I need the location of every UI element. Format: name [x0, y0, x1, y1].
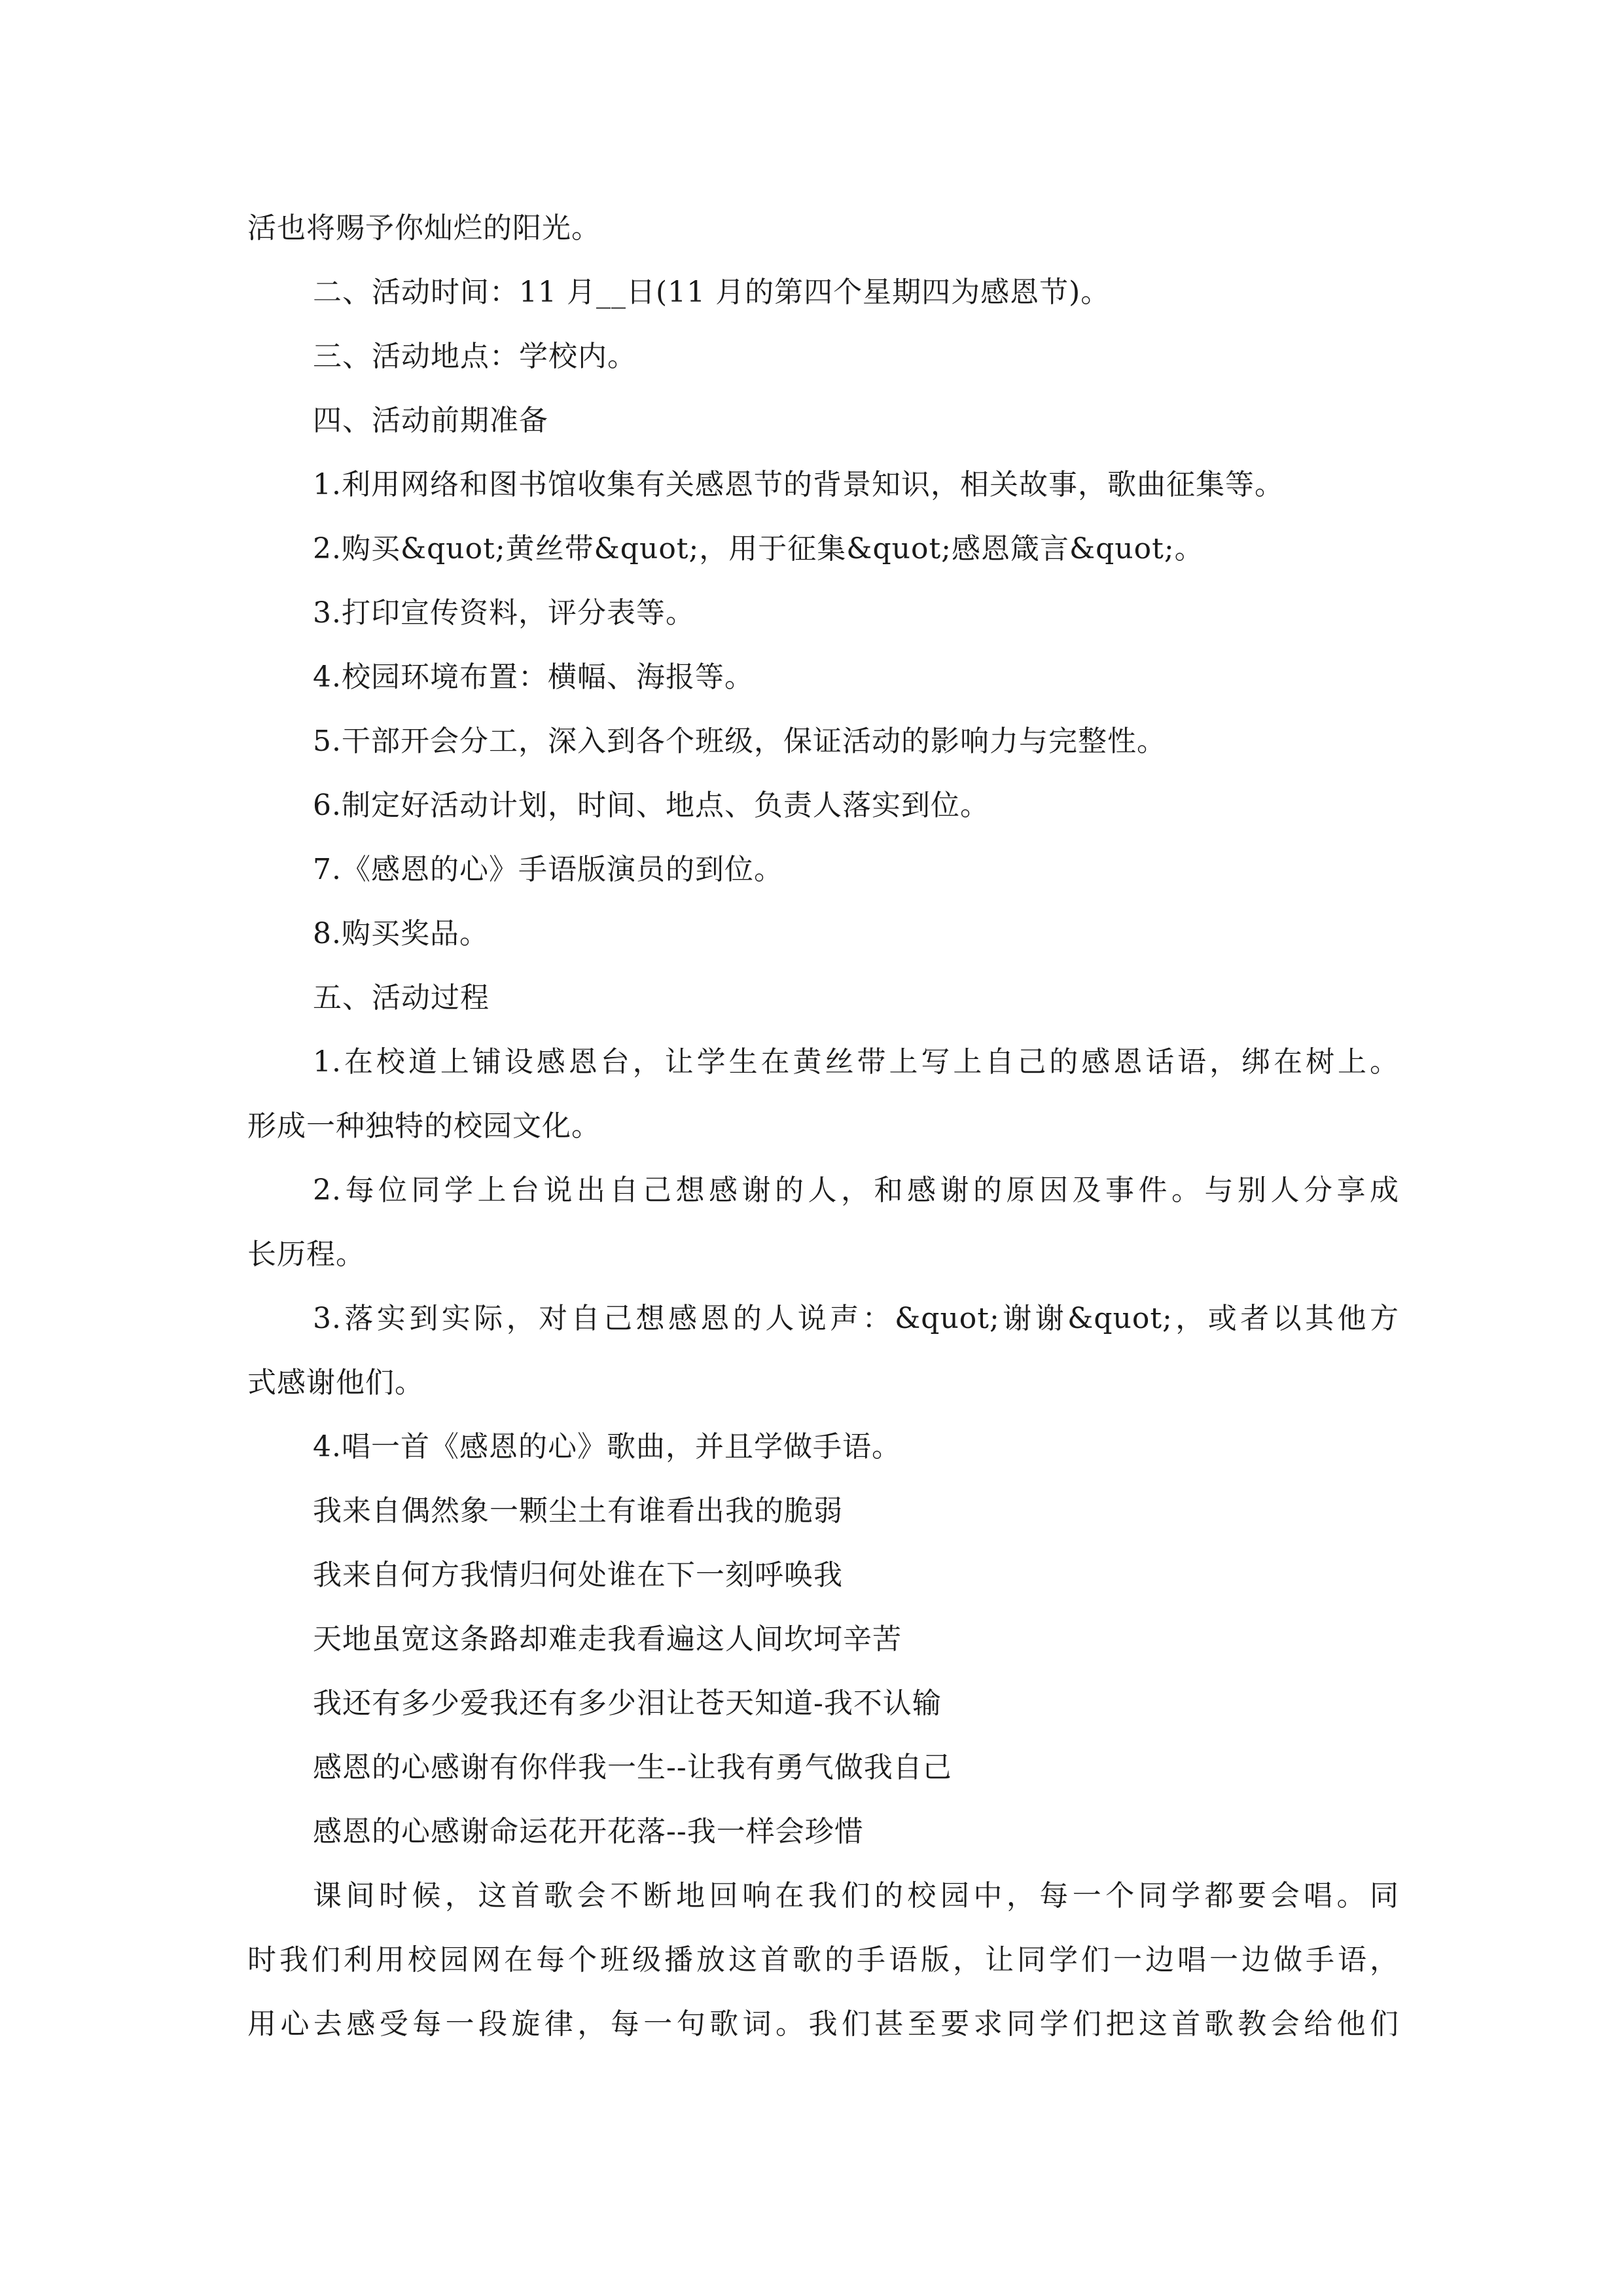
paragraph-line: 4.唱一首《感恩的心》歌曲，并且学做手语。 [313, 1430, 901, 1463]
paragraph-line: 我来自何方我情归何处谁在下一刻呼唤我 [313, 1558, 843, 1592]
paragraph-line: 二、活动时间：11 月__日(11 月的第四个星期四为感恩节)。 [313, 276, 1111, 309]
paragraph-line: 四、活动前期准备 [313, 404, 548, 437]
paragraph-line: 6.制定好活动计划，时间、地点、负责人落实到位。 [313, 789, 990, 822]
paragraph-line: 三、活动地点：学校内。 [313, 340, 637, 373]
paragraph-line: 活也将赐予你灿烂的阳光。 [247, 211, 601, 245]
paragraph-line: 8.购买奖品。 [313, 917, 489, 950]
paragraph-line: 2.购买&quot;黄丝带&quot;，用于征集&quot;感恩箴言&quot;。 [313, 532, 1204, 565]
paragraph-line: 时我们利用校园网在每个班级播放这首歌的手语版，让同学们一边唱一边做手语， [247, 1943, 1399, 1977]
paragraph-line: 天地虽宽这条路却难走我看遍这人间坎坷辛苦 [313, 1623, 902, 1656]
paragraph-line: 1.利用网络和图书馆收集有关感恩节的背景知识，相关故事，歌曲征集等。 [313, 468, 1284, 501]
paragraph-line: 5.干部开会分工，深入到各个班级，保证活动的影响力与完整性。 [313, 725, 1166, 758]
document-body [247, 196, 1399, 2056]
paragraph-line: 4.校园环境布置：横幅、海报等。 [313, 660, 754, 694]
paragraph-line: 感恩的心感谢命运花开花落--我一样会珍惜 [313, 1815, 864, 1848]
paragraph-line: 用心去感受每一段旋律，每一句歌词。我们甚至要求同学们把这首歌教会给他们 [247, 2007, 1399, 2041]
paragraph-line: 2.每位同学上台说出自己想感谢的人，和感谢的原因及事件。与别人分享成 [313, 1174, 1399, 1207]
paragraph-line: 形成一种独特的校园文化。 [247, 1109, 601, 1143]
paragraph-line: 我还有多少爱我还有多少泪让苍天知道-我不认输 [313, 1687, 942, 1720]
paragraph-line: 7.《感恩的心》手语版演员的到位。 [313, 853, 783, 886]
paragraph-line: 感恩的心感谢有你伴我一生--让我有勇气做我自己 [313, 1751, 952, 1784]
paragraph-line: 长历程。 [247, 1238, 365, 1271]
paragraph-line: 1.在校道上铺设感恩台，让学生在黄丝带上写上自己的感恩话语，绑在树上。 [313, 1045, 1399, 1079]
paragraph-line: 3.打印宣传资料，评分表等。 [313, 596, 695, 630]
paragraph-line: 式感谢他们。 [247, 1366, 424, 1399]
paragraph-line: 五、活动过程 [313, 981, 490, 1014]
paragraph-line: 课间时候，这首歌会不断地回响在我们的校园中，每一个同学都要会唱。同 [313, 1879, 1399, 1912]
paragraph-line: 我来自偶然象一颗尘土有谁看出我的脆弱 [313, 1494, 843, 1528]
paragraph-line: 3.落实到实际，对自己想感恩的人说声：&quot;谢谢&quot;，或者以其他方 [313, 1302, 1399, 1335]
